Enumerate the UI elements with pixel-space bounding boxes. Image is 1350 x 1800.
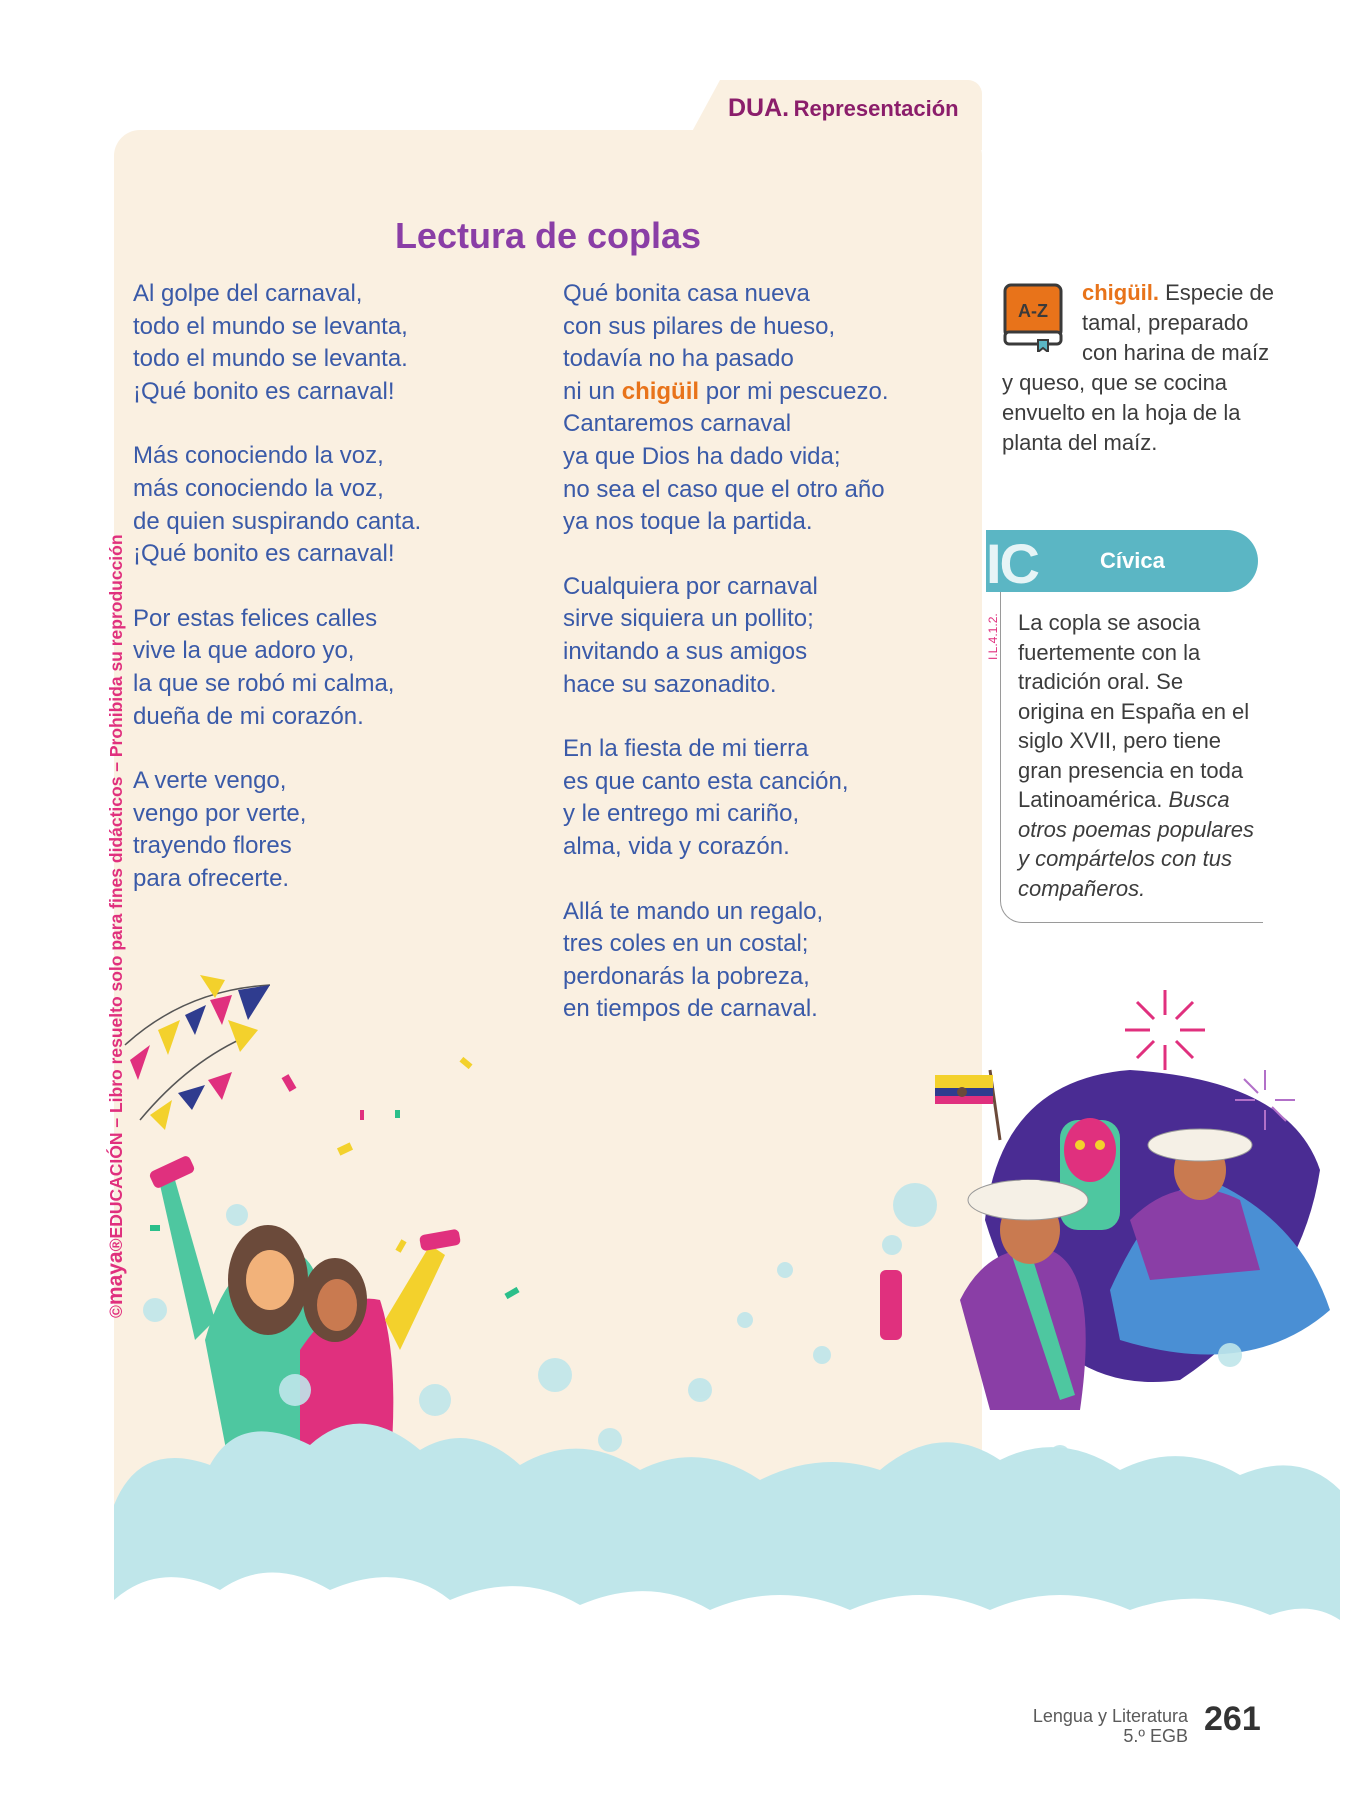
civica-line: y compártelos con tus [1018, 846, 1232, 871]
poem-line: En la fiesta de mi tierra [563, 735, 809, 763]
civica-line: La copla se asocia [1018, 610, 1201, 635]
poem-line: hace su sazonadito. [563, 670, 777, 698]
poem-line: y le entrego mi cariño, [563, 800, 800, 828]
poem-line: dueña de mi corazón. [133, 702, 364, 730]
glossary-term-highlight: chigüil [621, 377, 700, 405]
poem-line: Qué bonita casa nueva [563, 280, 810, 307]
civica-text-plain: Latinoamérica. [1018, 787, 1163, 812]
firework [1125, 990, 1205, 1070]
poem-line: con sus pilares de hueso, [563, 312, 836, 340]
person-arm [385, 1245, 445, 1350]
poem-line: Por estas felices calles [133, 604, 378, 632]
poem-line: todo el mundo se levanta. [133, 345, 408, 373]
confetti [459, 1057, 472, 1069]
confetti [150, 1225, 160, 1231]
dancer-mask [1064, 1118, 1116, 1182]
poem-line: perdonarás la pobreza, [563, 962, 810, 990]
poem-line: de quien suspirando canta. [133, 507, 422, 535]
confetti [395, 1239, 406, 1252]
icon-letters: A-Z [1018, 301, 1048, 321]
copyright-symbol: © [106, 1305, 126, 1318]
page-number: 261 [1204, 1700, 1261, 1738]
grade: 5.º EGB [1123, 1726, 1188, 1746]
gloss-line: con harina de maíz [1082, 340, 1270, 365]
poem-line: más conociendo la voz, [133, 474, 384, 502]
poem-line: en tiempos de carnaval. [563, 995, 818, 1023]
mask-eye [1095, 1140, 1105, 1150]
mask-eye [1075, 1140, 1085, 1150]
poem-line: es que canto esta canción, [563, 767, 849, 795]
civica-line: siglo XVII, pero tiene [1018, 728, 1222, 753]
registered-symbol: ® [106, 1238, 126, 1252]
civica-title: Cívica [1100, 548, 1165, 573]
poem-line: todavía no ha pasado [563, 345, 794, 373]
poem-line: vengo por verte, [133, 799, 307, 827]
poem-line: Cantaremos carnaval [563, 410, 792, 438]
poem-line: invitando a sus amigos [563, 637, 808, 665]
gloss-text: Especie de [1165, 280, 1274, 305]
confetti [282, 1074, 297, 1092]
ic-logo: IC [986, 532, 1038, 595]
poem-line: A verte vengo, [133, 767, 287, 795]
civica-text-italic: Busca [1168, 787, 1230, 812]
civica-line: compañeros. [1018, 875, 1146, 901]
civica-line: fuertemente con la [1018, 639, 1201, 665]
dua-bold: DUA. [728, 94, 790, 122]
bunting-string [140, 1035, 250, 1120]
poem-line: Al golpe del carnaval, [133, 280, 363, 307]
subject-name: Lengua y Literatura [1032, 1706, 1188, 1726]
foam-spray-can [419, 1229, 461, 1252]
hat-crown [1015, 1180, 1045, 1202]
pennant [158, 1020, 180, 1055]
poem-line: ya que Dios ha dado vida; [563, 442, 841, 470]
person-hat [1148, 1129, 1252, 1161]
poem-line: la que se robó mi calma, [133, 669, 395, 697]
flag-stripe-red [935, 1096, 993, 1104]
person-face [317, 1279, 357, 1331]
gloss-line: envuelto en la hoja de la [1002, 400, 1241, 425]
poem-line: tres coles en un costal; [563, 930, 809, 958]
poem-line: todo el mundo se levanta, [133, 312, 408, 340]
confetti [360, 1110, 364, 1120]
confetti [337, 1142, 353, 1155]
poem-line: sirve siquiera un pollito; [563, 605, 814, 633]
civica-line: gran presencia en toda [1018, 757, 1244, 783]
person-face [246, 1250, 294, 1310]
poem-line: Más conociendo la voz, [133, 442, 384, 470]
pennant [185, 1005, 206, 1035]
poem-line: ¡Qué bonito es carnaval! [133, 377, 395, 405]
foam-spray-can [880, 1270, 902, 1340]
poem-line: Cualquiera por carnaval [563, 572, 818, 600]
poem-line: Allá te mando un regalo, [563, 897, 824, 925]
brand-name: maya [104, 1251, 127, 1306]
pennant [238, 985, 270, 1020]
dua-rest: Representación [793, 96, 959, 121]
civica-line: origina en España en el [1018, 698, 1250, 724]
glossary-term: chigüil. [1082, 280, 1159, 305]
confetti [504, 1287, 519, 1299]
poem-line: vive la que adoro yo, [133, 637, 355, 665]
civica-code: I.L.4.1.2. [986, 613, 1000, 660]
pennant [208, 1072, 232, 1100]
flag-stripe-yellow [935, 1075, 993, 1088]
poem-line: no sea el caso que el otro año [563, 475, 885, 503]
person-arm [160, 1180, 215, 1340]
line-text: por mi pescuezo. [705, 377, 889, 405]
pennant [228, 1020, 258, 1052]
gloss-line: planta del maíz. [1002, 430, 1158, 455]
poem-line: para ofrecerte. [133, 864, 290, 892]
poem-line: ¡Qué bonito es carnaval! [133, 540, 395, 568]
civica-line: tradición oral. Se [1018, 669, 1184, 694]
poem-line: alma, vida y corazón. [563, 832, 790, 860]
poem-line: trayendo flores [133, 832, 292, 860]
confetti [395, 1110, 400, 1118]
flag-emblem [957, 1087, 967, 1097]
copyright-notice: EDUCACIÓN – Libro resuelto solo para fines didácticos – Prohibida su reproducción [106, 534, 126, 1239]
pennant [130, 1045, 150, 1080]
poem-line: ya nos toque la partida. [563, 508, 813, 536]
footer-subject [1000, 1706, 1188, 1746]
gloss-line: tamal, preparado [1082, 310, 1249, 335]
page-title: Lectura de coplas [394, 215, 702, 256]
line-text: ni un [563, 377, 616, 405]
pennant [178, 1085, 205, 1110]
gloss-line: y queso, que se cocina [1002, 370, 1228, 395]
civica-line: otros poemas populares [1018, 816, 1255, 842]
